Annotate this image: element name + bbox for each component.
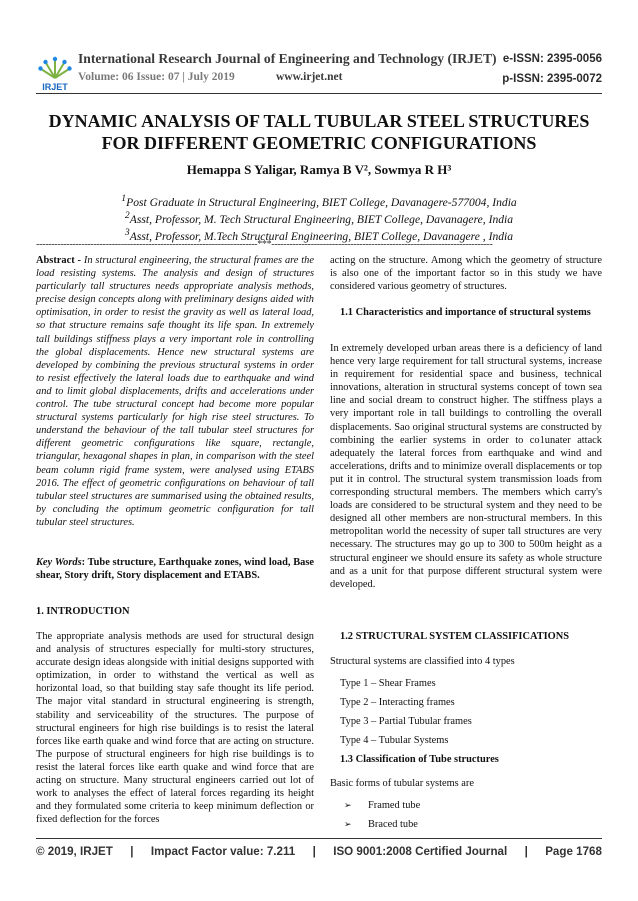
type-item: Type 2 – Interacting frames <box>340 697 455 708</box>
type-item: Type 1 – Shear Frames <box>340 678 436 689</box>
section-1-3-heading: 1.3 Classification of Tube structures <box>340 754 499 765</box>
footer-rule <box>36 838 602 839</box>
keywords-text: : Tube structure, Earthquake zones, wind load, Base shear, Story drift, Story displacement and ETABS. <box>36 557 314 582</box>
page-number: Page 1768 <box>545 845 602 858</box>
section-1-1-text: In extremely developed urban areas there is a deficiency of land hence very large requirement for tall structural systems, increase in requirement for residential space and business, technical innovations, alteration in structural systems concept of town sea line and social dream to construct higher. The stiffness plays a very important role in tall buildings to controlling the overall displacements. Sao original structural systems are constructed by combining the earlier systems in order to co1unater attack adequately the lateral forces from earthquake and wind and accelerations, drifts and to minimize overall displacements or top put it in control. The structural system transmission loads from corresponding structural members. The members which carry's loads are considered to be structural system and they need to be designed all other members are non-structural members. In this metropolitan world the necessity of super tall structures are very necessary. The structures may go up to 300 to 500m height as a structural engineer we should ensure its safety as whole structure and as a unit for that purpose different structural system were developed. <box>330 343 602 590</box>
logo-icon <box>36 54 74 92</box>
eissn: e-ISSN: 2395-0056 <box>502 53 602 65</box>
keywords-label: Key Words <box>36 557 82 568</box>
section-1-2-text: Structural systems are classified into 4 types <box>330 656 515 667</box>
irjet-logo <box>36 54 74 92</box>
iso-certification: ISO 9001:2008 Certified Journal <box>333 845 508 858</box>
type-item: Type 3 – Partial Tubular frames <box>340 716 472 727</box>
section-1-1-heading: 1.1 Characteristics and importance of structural systems <box>340 307 591 318</box>
separator-line: -------------------------------------------------------------------------***------------------------------------------------------------------------- <box>36 240 493 250</box>
abstract <box>36 254 314 529</box>
type-item: Type 4 – Tubular Systems <box>340 735 449 746</box>
journal-website[interactable]: www.irjet.net <box>276 71 343 83</box>
abstract-label: Abstract - <box>36 255 84 266</box>
authors: Hemappa S Yaligar, Ramya B V², Sowmya R H³ <box>186 162 452 177</box>
footer <box>36 845 602 858</box>
abstract-text: In structural engineering, the structural frames are the load resisting systems. The analysis and design of structures particularly tall structures needs appropriate analysis methods, precise design concepts along with preliminary designs aided with optimisation, in order to resist the gravity as well as lateral load, so that structure remains safe thought its life span. In extremely tall buildings stiffness plays a very important role in controlling the global displacements. Hence new structural systems are developed by combining the previous structural systems in order to resist effectively the lateral loads due to earthquake and wind and to limit global displacements, drifts and accelerations under control. The tube structural concept had become more popular structural systems particularly for high rise steel structures. To understand the behaviour of the tall tubular steel structures for different geometric configurations like square, rectangle, triangular, hexagonal shapes in plan, in comparison with the steel beam column rigid frame system, were analysed using ETABS 2016. The effect of geometric configurations on behaviour of tall tubular steel structures are summarised using the obtained results, by concluding the optimum geometric configuration for tall tubular steel structures. <box>36 255 314 528</box>
affiliation-2: $^2$Asst, Professor, M. Tech Structural Engineering, BIET College, Davanagere, India <box>124 210 514 226</box>
intro-heading: 1. INTRODUCTION <box>36 606 130 617</box>
arrow-bullet-icon: ➢ <box>344 819 352 829</box>
header-rule <box>36 93 602 94</box>
list-item: ➢ Braced tube <box>344 819 418 830</box>
pissn: p-ISSN: 2395-0072 <box>502 73 602 85</box>
intro-text: The appropriate analysis methods are used for structural design and analysis of structures especially for multi-story structures, accurate design ideas alongside with initial designs supported with optimization, in order to withstand the vertical as well as horizontal load, so that building stay safe thought its life period. The major vital standard in structural engineering is strength, stability and serviceability of the structures. The purpose of structural engineers for high rise buildings is to resist the lateral forces like earth quake and wind force that are acting on structure. The purpose of structural engineers for high rise buildings is to resist the lateral forces like earth quake and wind force that are acting on structure. Many structural engineers carried out lot of work to analyses the effect of lateral forces regarding its height and they formulated some criteria to keep minimum deflection or fixed deflection for the forces <box>36 631 314 826</box>
impact-factor: Impact Factor value: 7.211 <box>150 845 296 858</box>
continuation-text: acting on the structure. Among which the geometry of structure is also one of the important factor so in this study we have considered various geometry of structures. <box>330 255 602 293</box>
affiliation-3: $^3$Asst, Professor, M.Tech Structural Engineering, BIET College, Davanagere , India <box>124 227 514 243</box>
journal-title: International Research Journal of Engineering and Technology (IRJET) <box>78 51 497 66</box>
arrow-bullet-icon: ➢ <box>344 800 352 810</box>
logo-text: IRJET <box>42 82 68 92</box>
section-1-2-heading: 1.2 STRUCTURAL SYSTEM CLASSIFICATIONS <box>340 631 570 642</box>
keywords <box>36 556 314 582</box>
footer-sep: | <box>524 845 528 858</box>
volume-issue: Volume: 06 Issue: 07 | July 2019 <box>78 71 235 83</box>
paper-title: DYNAMIC ANALYSIS OF TALL TUBULAR STEEL STRUCTURES FOR DIFFERENT GEOMETRIC CONFIGURATIONS <box>48 111 590 153</box>
section-1-3-text: Basic forms of tubular systems are <box>330 778 474 789</box>
copyright: © 2019, IRJET <box>36 845 113 858</box>
affiliation-1: $^1$Post Graduate in Structural Engineering, BIET College, Davanagere-577004, India <box>121 193 517 209</box>
footer-sep: | <box>130 845 134 858</box>
list-item: ➢ Framed tube <box>344 800 421 811</box>
footer-sep: | <box>312 845 316 858</box>
